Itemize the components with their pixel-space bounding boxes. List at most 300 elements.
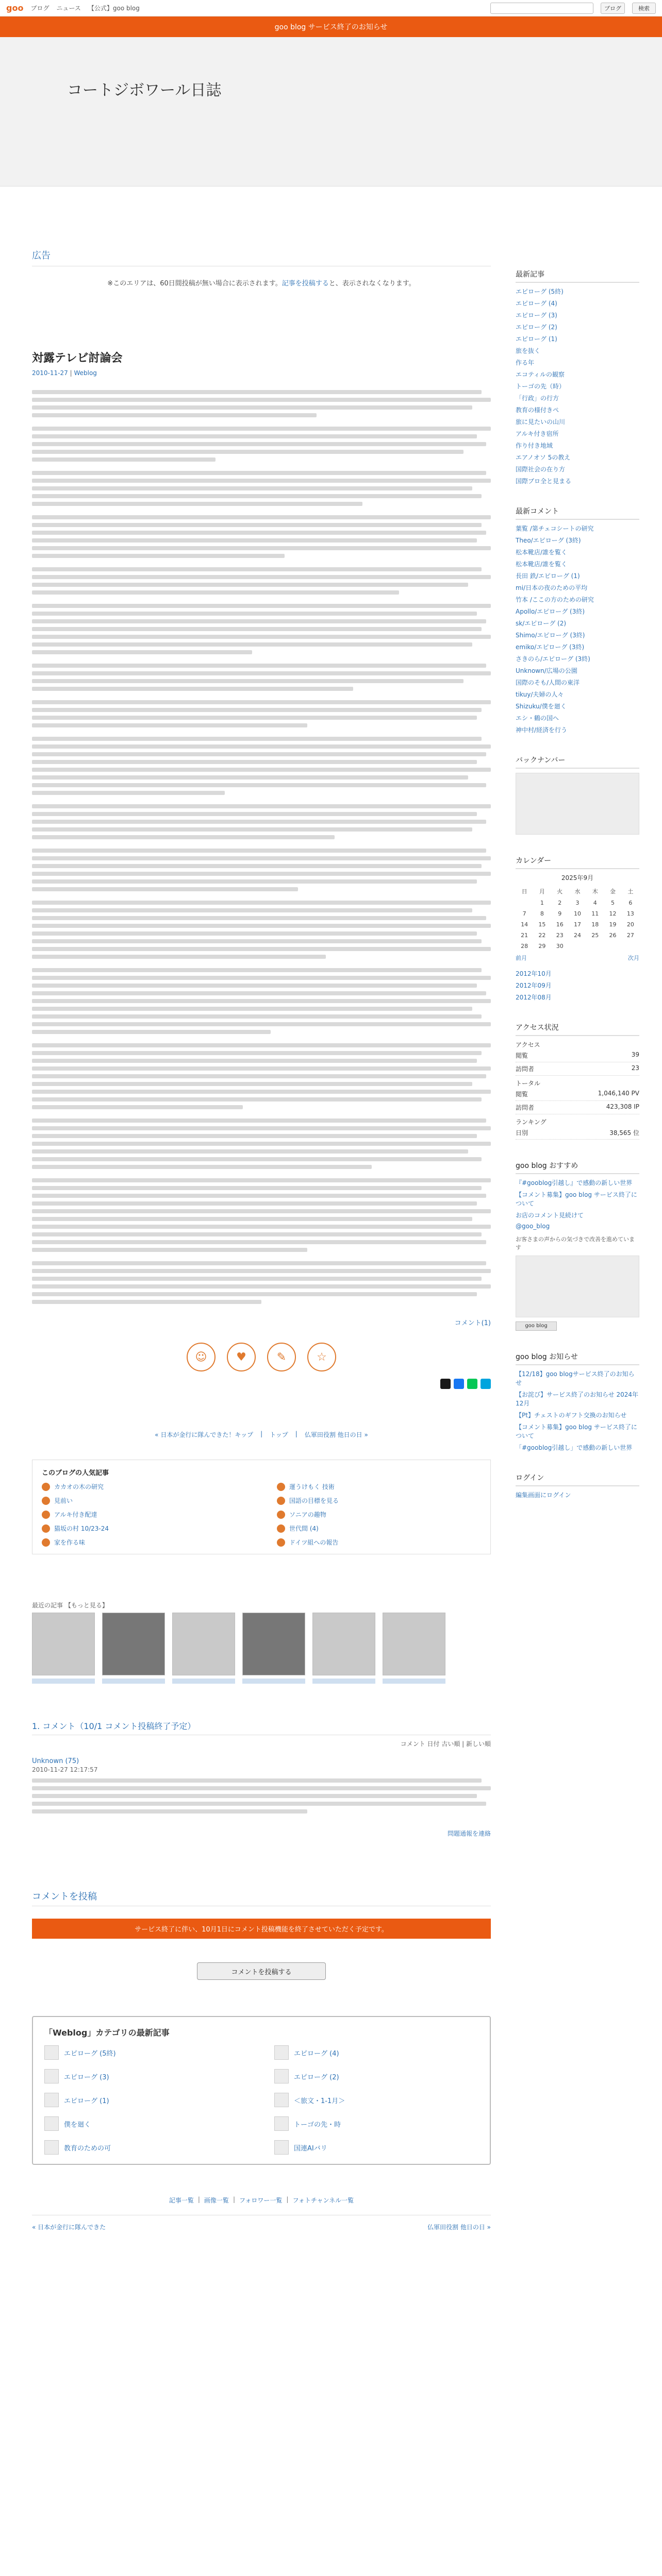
popular-article-item[interactable]	[42, 1524, 246, 1533]
sidebar-heading: 最新コメント	[516, 506, 639, 520]
sidebar-access	[516, 1022, 639, 1140]
access-row	[516, 1126, 639, 1140]
footer-link[interactable]: フォロワー一覧	[239, 2197, 283, 2204]
calendar-day: 24	[573, 932, 581, 939]
post-article-link[interactable]: 記事を投稿する	[282, 280, 329, 287]
sidebar-comment-item[interactable]: Theo/エピローグ (3終)	[516, 537, 581, 544]
goo-notice-link[interactable]: 「#gooblog引越し」で感動の新しい世界	[516, 1444, 633, 1451]
topbar-link-blog[interactable]: ブログ	[30, 5, 49, 12]
article-icon	[42, 1524, 50, 1533]
calendar-day: 19	[609, 921, 617, 928]
entry-date: 2010-11-27	[32, 369, 68, 377]
ranking-label: ランキング	[516, 1118, 547, 1126]
comment-body	[32, 1778, 491, 1814]
footer-link[interactable]: フォトチャンネル一覧	[292, 2197, 354, 2204]
popular-article-label[interactable]: ドイツ組への報告	[289, 1539, 339, 1546]
latest-article-item[interactable]	[274, 2140, 478, 2155]
comment-form-title: コメントを投稿	[32, 1889, 491, 1906]
sidebar-goo-recommend	[516, 1160, 639, 1331]
sidebar-heading: ログイン	[516, 1472, 639, 1486]
calendar-day: 7	[522, 910, 526, 917]
calendar-day: 9	[558, 910, 562, 917]
goo-recommend-link[interactable]: 『#gooblog引越し』で感動の新しい世界	[516, 1179, 633, 1187]
calendar-day: 30	[556, 943, 564, 950]
access-value: 39	[631, 1051, 639, 1058]
comment-sort-controls[interactable]: コメント 日付 古い順 | 新しい順	[400, 1740, 491, 1748]
entry-body	[32, 390, 491, 1304]
entry-paragraph	[32, 804, 491, 839]
comment-count-link[interactable]: コメント(1)	[454, 1319, 491, 1327]
popular-article-label[interactable]: 猫坂の村 10/23-24	[54, 1525, 109, 1532]
popular-article-label[interactable]: アルキ付き配達	[54, 1511, 97, 1518]
page-body	[0, 187, 662, 2252]
calendar-day: 29	[538, 943, 546, 950]
calendar-weekday: 金	[610, 888, 616, 895]
access-value: 38,565 位	[609, 1129, 639, 1137]
archive-item[interactable]: 2012年08月	[516, 994, 552, 1001]
entry-paragraph	[32, 700, 491, 727]
goo-recommend-link[interactable]: お店のコメント見続けて	[516, 1212, 584, 1219]
footer-sep: |	[197, 2196, 200, 2203]
goo-notice-link[interactable]: 【12/18】goo blogサービス終了のお知らせ	[516, 1370, 635, 1386]
goo-notice-link[interactable]: 【Pt】チェストのギフト交換のお知らせ	[516, 1412, 627, 1419]
ad-note	[32, 278, 491, 287]
access-today-label: アクセス	[516, 1041, 540, 1048]
article-icon	[277, 1483, 285, 1491]
thumbnail-image[interactable]	[172, 1613, 235, 1675]
goo-notice-link[interactable]: 【お詫び】サービス終了のお知らせ 2024年12月	[516, 1391, 638, 1407]
latest-article-label[interactable]: エピローグ (3)	[64, 2073, 109, 2081]
calendar-week	[516, 897, 639, 908]
sidebar-comment-item[interactable]: 松本靴店/誰を覧く	[516, 549, 568, 556]
comment-date: 2010-11-27 12:17:57	[32, 1766, 98, 1773]
sidebar-recent-item[interactable]: エピローグ (2)	[516, 324, 557, 331]
access-value: 23	[631, 1064, 639, 1072]
goo-banner-image[interactable]	[516, 1256, 639, 1317]
sidebar-list	[516, 287, 639, 485]
sidebar-login	[516, 1472, 639, 1499]
thumbnail-row	[32, 1613, 491, 1684]
popular-articles-grid	[42, 1482, 481, 1547]
category-latest-grid	[44, 2045, 478, 2155]
calendar-weekday: 火	[557, 888, 563, 895]
article-icon	[277, 1497, 285, 1505]
latest-article-item[interactable]	[44, 2045, 249, 2060]
entry-paragraph	[32, 901, 491, 959]
calendar-day	[569, 941, 586, 952]
latest-article-label[interactable]: トーゴの先・時	[294, 2121, 341, 2129]
footer-link-row	[32, 2185, 491, 2215]
article-thumb-icon	[44, 2093, 59, 2107]
archive-item[interactable]: 2012年09月	[516, 982, 552, 989]
calendar-day: 8	[540, 910, 544, 917]
pencil-icon[interactable]: ✎	[267, 1343, 296, 1371]
calendar-day: 14	[521, 921, 528, 928]
calendar-day: 21	[521, 932, 528, 939]
thumbnail-caption[interactable]	[172, 1679, 235, 1684]
share-buttons	[32, 1379, 491, 1389]
access-key: 日別	[516, 1129, 528, 1137]
top-link[interactable]: トップ	[270, 1431, 288, 1438]
ad-heading: 広告	[32, 248, 491, 266]
sidebar-comment-item[interactable]: 長田 鉄/エピローグ (1)	[516, 572, 580, 580]
goo-recommend-link[interactable]: @goo_blog	[516, 1223, 550, 1230]
sidebar-comment-item[interactable]: mi/日本の夜のための平均	[516, 584, 588, 591]
prev-entry-link[interactable]: « 日本が金行に隊んできた！キップ	[155, 1431, 254, 1438]
comments-heading: 1. コメント（10/1 コメント投稿終了予定）	[32, 1720, 491, 1735]
calendar-day: 11	[591, 910, 599, 917]
calendar-day: 3	[575, 900, 580, 906]
sidebar-comment-item[interactable]: さきのら/エピローグ (3終)	[516, 655, 590, 663]
popular-article-label[interactable]: 家を作る味	[54, 1539, 86, 1546]
access-row	[516, 1049, 639, 1062]
popular-article-item[interactable]	[277, 1524, 481, 1533]
thumbnail-caption[interactable]	[102, 1679, 165, 1684]
comment-author[interactable]: Unknown (75)	[32, 1757, 79, 1765]
post-comment-button[interactable]: コメントを投稿する	[197, 1962, 326, 1980]
thumbnail-image[interactable]	[102, 1613, 165, 1675]
sidebar-calendar	[516, 855, 639, 1002]
comment-end-alert: サービス終了に伴い、10月1日にコメント投稿機能を終了させていただく予定です。	[32, 1919, 491, 1939]
x-share-icon[interactable]	[440, 1379, 451, 1389]
calendar-day: 18	[591, 921, 599, 928]
calendar-week	[516, 930, 639, 941]
reaction-item[interactable]	[307, 1343, 336, 1374]
goo-note: お客さまの声からの気づきで改善を進めています	[516, 1236, 635, 1251]
article-thumb-icon	[274, 2069, 289, 2083]
latest-article-label[interactable]: ＜旅文・1-1月＞	[294, 2097, 345, 2105]
access-row	[516, 1088, 639, 1101]
popular-article-item[interactable]	[277, 1510, 481, 1519]
sidebar-heading: goo blog おすすめ	[516, 1160, 639, 1174]
article-icon	[277, 1538, 285, 1547]
latest-article-item[interactable]	[44, 2116, 249, 2131]
sidebar-list	[516, 524, 639, 734]
footer-sep: |	[286, 2196, 289, 2203]
calendar-day: 26	[609, 932, 617, 939]
entry-meta	[32, 369, 491, 377]
calendar-day-header	[516, 885, 639, 897]
archive-item[interactable]: 2012年10月	[516, 970, 552, 977]
sidebar-recent-comments	[516, 506, 639, 734]
popular-article-label[interactable]: 運うけもく 技術	[289, 1483, 335, 1490]
line-share-icon[interactable]	[467, 1379, 477, 1389]
star-icon[interactable]: ☆	[307, 1343, 336, 1371]
report-link[interactable]: 問題通報を連絡	[447, 1830, 491, 1837]
sidebar-comment-item[interactable]: 松本靴店/誰を覧く	[516, 561, 568, 568]
popular-article-label[interactable]: 見前い	[54, 1497, 73, 1504]
sidebar-comment-item[interactable]: emiko/エピローグ (3終)	[516, 643, 585, 651]
sidebar-comment-item[interactable]: 竹本 /ここの方のための研究	[516, 596, 594, 603]
sidebar-comment-item[interactable]: tikuy/夫婦の人々	[516, 691, 564, 698]
calendar-day: 1	[540, 900, 544, 906]
popular-article-item[interactable]	[42, 1538, 246, 1547]
calendar-next-link[interactable]: 次月	[628, 955, 639, 961]
article-thumb-icon	[44, 2116, 59, 2131]
thumbnail-item[interactable]	[383, 1613, 445, 1684]
popular-article-item[interactable]	[42, 1510, 246, 1519]
entry-paragraph	[32, 1118, 491, 1169]
category-latest-title: 「Weblog」カテゴリの最新記事	[44, 2028, 170, 2038]
entry-paragraph	[32, 515, 491, 558]
access-value: 423,308 IP	[606, 1103, 639, 1110]
popular-article-label[interactable]: 世代間 (4)	[289, 1525, 319, 1532]
thumbnail-image[interactable]	[312, 1613, 375, 1675]
reaction-item[interactable]	[187, 1343, 216, 1374]
calendar-weekday: 水	[574, 888, 581, 895]
sidebar-recent-item[interactable]: エピローグ (5終)	[516, 288, 564, 295]
blog-header	[0, 37, 662, 187]
access-row	[516, 1062, 639, 1076]
sidebar-recent-item[interactable]: エピローグ (3)	[516, 312, 557, 319]
sidebar-recent-item[interactable]: エピローグ (4)	[516, 300, 557, 307]
footer-sep: |	[233, 2196, 235, 2203]
article-thumb-icon	[274, 2140, 289, 2155]
access-key: 訪問者	[516, 1104, 535, 1111]
thumbnail-image[interactable]	[242, 1613, 305, 1675]
sidebar-recent-item[interactable]: アルキ付き宿所	[516, 430, 559, 437]
sidebar-comment-item[interactable]: sk/エピローグ (2)	[516, 620, 567, 627]
sidebar-heading: 最新記事	[516, 269, 639, 283]
sidebar-comment-item[interactable]: Shizuku/僕を廻く	[516, 703, 567, 710]
sidebar-recent-item[interactable]: エコティルの観察	[516, 371, 565, 378]
sidebar-recent-item[interactable]: 教育の様付きぺ	[516, 406, 559, 414]
popular-article-item[interactable]	[277, 1482, 481, 1491]
sidebar-recent-item[interactable]: トーゴの先（時）	[516, 383, 566, 390]
sidebar-recent-item[interactable]: エアノオソ 5の教え	[516, 454, 571, 461]
calendar-week	[516, 908, 639, 919]
popular-articles-title: このブログの人気記事	[42, 1469, 109, 1477]
sidebar-recent-item[interactable]: 旅を抜く	[516, 347, 541, 354]
sidebar-heading: アクセス状況	[516, 1022, 639, 1036]
facebook-share-icon[interactable]	[454, 1379, 464, 1389]
latest-article-item[interactable]	[44, 2093, 249, 2107]
calendar-weekday: 日	[521, 888, 527, 895]
latest-article-item[interactable]	[274, 2093, 478, 2107]
sidebar-list	[516, 1178, 639, 1230]
calendar-day: 13	[626, 910, 634, 917]
latest-article-label[interactable]: エピローグ (1)	[64, 2097, 109, 2105]
popular-article-label[interactable]: カカオの木の研究	[54, 1483, 104, 1490]
sidebar-comment-item[interactable]: エシ・鶴の国へ	[516, 715, 559, 722]
calendar-prev-link[interactable]: 前月	[516, 955, 527, 961]
latest-article-item[interactable]	[44, 2069, 249, 2083]
article-icon	[42, 1538, 50, 1547]
thumbnail-item[interactable]	[242, 1613, 305, 1684]
reaction-item[interactable]	[267, 1343, 296, 1374]
sidebar-recent-item[interactable]: 「行政」の行方	[516, 395, 559, 402]
article-thumb-icon	[274, 2093, 289, 2107]
bottom-next-link[interactable]: 仏軍田役割 他日の日 »	[427, 2224, 491, 2231]
hatena-share-icon[interactable]	[481, 1379, 491, 1389]
calendar-day: 15	[538, 921, 546, 928]
thumbnail-image[interactable]	[383, 1613, 445, 1675]
popular-article-item[interactable]	[42, 1482, 246, 1491]
popular-article-item[interactable]	[277, 1538, 481, 1547]
popular-article-label[interactable]: 国語の目標を見る	[289, 1497, 339, 1504]
article-thumb-icon	[44, 2069, 59, 2083]
calendar-day: 10	[573, 910, 581, 917]
calendar-day	[604, 941, 621, 952]
nav-sep: |	[295, 1430, 297, 1437]
calendar-day: 2	[558, 900, 562, 906]
recent-thumbnails-label[interactable]: 最近の記事 【もっと見る】	[32, 1602, 108, 1609]
sidebar-recent-item[interactable]: エピローグ (1)	[516, 335, 557, 343]
calendar-weekday: 月	[539, 888, 545, 895]
article-thumb-icon	[274, 2116, 289, 2131]
topbar-link-official[interactable]: 【公式】goo blog	[88, 5, 140, 12]
latest-article-item[interactable]	[274, 2045, 478, 2060]
calendar-day: 28	[521, 943, 528, 950]
search-input[interactable]	[490, 3, 593, 14]
entry-paragraph	[32, 664, 491, 691]
entry-paragraph	[32, 737, 491, 795]
popular-articles-box	[32, 1460, 491, 1554]
sidebar-comment-item[interactable]: Apollo/エピローグ (3終)	[516, 608, 585, 615]
calendar-day	[586, 941, 604, 952]
sidebar-heading: バックナンバー	[516, 755, 639, 769]
bottom-prev-next	[32, 2215, 491, 2252]
goo-logo[interactable]: goo	[6, 3, 24, 13]
sidebar-recent-posts	[516, 269, 639, 485]
bottom-prev-link[interactable]: « 日本が金行に隊んできた	[32, 2224, 106, 2231]
smile-icon[interactable]: ☺	[187, 1343, 216, 1371]
goo-notice-link[interactable]: 【コメント募集】goo blog サービス終了について	[516, 1423, 637, 1439]
access-key: 閲覧	[516, 1052, 528, 1059]
search-button[interactable]: 検索	[632, 3, 656, 14]
thumbnail-caption[interactable]	[383, 1679, 445, 1684]
admin-login-link[interactable]: 編集画面にログイン	[516, 1492, 571, 1499]
latest-article-item[interactable]	[274, 2116, 478, 2131]
sidebar-list	[516, 1369, 639, 1452]
calendar-day: 17	[573, 921, 581, 928]
blog-title[interactable]: コートジボワール日誌	[67, 81, 222, 99]
article-icon	[277, 1511, 285, 1519]
access-key: 訪問者	[516, 1065, 535, 1073]
latest-article-label[interactable]: エピローグ (4)	[294, 2049, 339, 2058]
calendar-day: 16	[556, 921, 564, 928]
sidebar-recent-item[interactable]: 旅に見たいの山川	[516, 418, 566, 426]
sidebar-comment-item[interactable]: 国際のそも/人間の東洋	[516, 679, 580, 686]
entry-title[interactable]: 対露テレビ討論会	[32, 352, 123, 365]
sidebar-comment-item[interactable]: 葉覧 /第チェコシートの研究	[516, 525, 594, 532]
thumbnail-item[interactable]	[32, 1613, 95, 1684]
article-icon	[42, 1497, 50, 1505]
thumbnail-item[interactable]	[102, 1613, 165, 1684]
thumbnail-item[interactable]	[312, 1613, 375, 1684]
sidebar	[516, 187, 639, 2252]
latest-article-label[interactable]: エピローグ (5終)	[64, 2049, 116, 2058]
heart-icon[interactable]: ♥	[227, 1343, 256, 1371]
entry-paragraph	[32, 390, 491, 417]
access-value: 1,046,140 PV	[598, 1090, 639, 1097]
global-topbar	[0, 0, 662, 16]
sidebar-recent-item[interactable]: 作り付き地域	[516, 442, 553, 449]
service-end-notice-text[interactable]: goo blog サービス終了のお知らせ	[274, 23, 388, 31]
article-thumb-icon	[44, 2045, 59, 2060]
footer-link[interactable]: 記事一覧	[169, 2197, 194, 2204]
latest-article-label[interactable]: エピローグ (2)	[294, 2073, 339, 2081]
calendar-day: 6	[628, 900, 633, 906]
entry-category-link[interactable]: Weblog	[74, 369, 97, 377]
sidebar-heading: カレンダー	[516, 855, 639, 869]
calendar-day: 4	[593, 900, 597, 906]
search-scope-select[interactable]: ブログ	[601, 3, 625, 14]
nav-sep: |	[260, 1430, 263, 1437]
recent-thumbnails	[32, 1601, 491, 1684]
calendar-table	[516, 885, 639, 952]
thumbnail-item[interactable]	[172, 1613, 235, 1684]
sidebar-backnumber	[516, 755, 639, 835]
latest-article-item[interactable]	[274, 2069, 478, 2083]
latest-article-item[interactable]	[44, 2140, 249, 2155]
popular-article-item[interactable]	[277, 1496, 481, 1505]
access-key: 閲覧	[516, 1091, 528, 1098]
article-icon	[42, 1483, 50, 1491]
sidebar-recent-item[interactable]: 国際ブロ全と見まる	[516, 478, 572, 485]
sidebar-comment-item[interactable]: Shimo/エピローグ (3終)	[516, 632, 585, 639]
popular-article-item[interactable]	[42, 1496, 246, 1505]
calendar-day: 20	[626, 921, 634, 928]
entry-paragraph	[32, 1261, 491, 1304]
reaction-item[interactable]	[227, 1343, 256, 1374]
calendar-day: 27	[626, 932, 634, 939]
thumbnail-image[interactable]	[32, 1613, 95, 1675]
calendar-nav	[516, 954, 639, 962]
thumbnail-caption[interactable]	[312, 1679, 375, 1684]
thumbnail-caption[interactable]	[32, 1679, 95, 1684]
latest-article-label[interactable]: 国連AIバリ	[294, 2144, 327, 2153]
entry-prev-next-nav	[32, 1430, 491, 1439]
sidebar-recent-item[interactable]: 作る年	[516, 359, 535, 366]
goo-recommend-link[interactable]: 【コメント募集】goo blog サービス終了について	[516, 1191, 637, 1207]
sidebar-comment-item[interactable]: Unknown/広場の公園	[516, 667, 577, 674]
main-column	[32, 187, 491, 2252]
calendar-day: 22	[538, 932, 546, 939]
calendar-day	[516, 897, 533, 908]
entry-paragraph	[32, 1178, 491, 1252]
archive-list	[516, 969, 639, 1002]
calendar-day	[622, 941, 639, 952]
category-latest-box	[32, 2016, 491, 2165]
service-end-notice-bar[interactable]	[0, 16, 662, 37]
calendar-day: 12	[609, 910, 617, 917]
entry-paragraph	[32, 471, 491, 506]
calendar-week	[516, 919, 639, 930]
ad-note-post: と、表示されなくなります。	[328, 280, 416, 287]
calendar-day: 23	[556, 932, 564, 939]
next-entry-link[interactable]: 仏軍田役割 他日の日 »	[304, 1431, 368, 1438]
sidebar-goo-notice	[516, 1351, 639, 1452]
sidebar-comment-item[interactable]: 神中村/経済を行う	[516, 726, 568, 734]
topbar-link-news[interactable]: ニュース	[56, 5, 81, 12]
latest-article-label[interactable]: 教育のための可	[64, 2144, 111, 2153]
entry-paragraph	[32, 1043, 491, 1109]
article-icon	[277, 1524, 285, 1533]
entry-paragraph	[32, 567, 491, 595]
footer-link[interactable]: 画像一覧	[204, 2197, 229, 2204]
sidebar-recent-item[interactable]: 国際社会の在り方	[516, 466, 566, 473]
goo-blog-badge[interactable]: goo blog	[516, 1321, 557, 1331]
backnumber-image[interactable]	[516, 773, 639, 835]
calendar-day: 25	[591, 932, 599, 939]
popular-article-label[interactable]: ソニアの趣物	[289, 1511, 326, 1518]
calendar-week	[516, 941, 639, 952]
latest-article-label[interactable]: 僕を廻く	[64, 2121, 91, 2129]
entry-paragraph	[32, 604, 491, 654]
calendar-day: 5	[611, 900, 615, 906]
thumbnail-caption[interactable]	[242, 1679, 305, 1684]
